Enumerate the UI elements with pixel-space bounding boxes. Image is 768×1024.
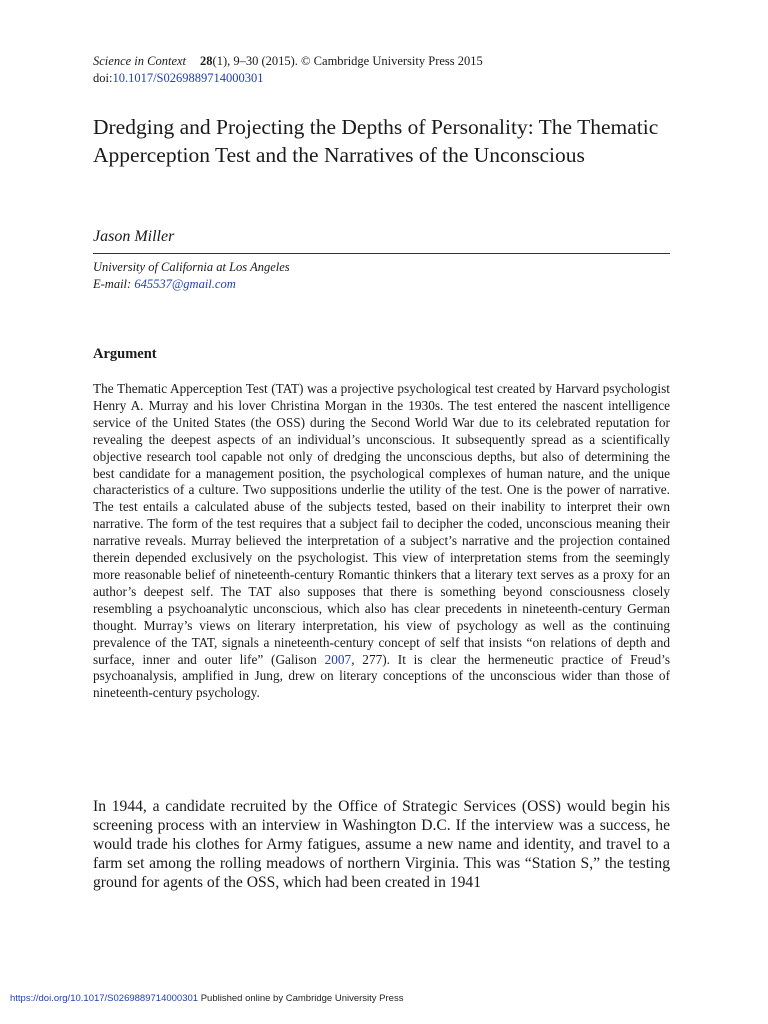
journal-header xyxy=(93,53,483,69)
doi-link[interactable]: 10.1017/S0269889714000301 xyxy=(112,71,264,85)
journal-name: Science in Context xyxy=(93,54,187,68)
footer-doi-link[interactable]: https://doi.org/10.1017/S0269889714000301 xyxy=(10,993,199,1004)
body-paragraph: In 1944, a candidate recruited by the Office of Strategic Services (OSS) would begin his screening process with an interview in Washington D.C. If the interview was a success, he would trade his clothes for Army fatigues, assume a new name and identity, and travel to a farm set among the rolling meadows of northern Virginia. This was “Station S,” the testing ground for agents of the OSS, which had been created in 1941 xyxy=(93,798,670,892)
doi-prefix: doi: xyxy=(93,71,113,85)
doi-line xyxy=(93,70,264,86)
article-title: Dredging and Projecting the Depths of Personality: The Thematic Apperception Test and the Narratives of the Unconscious xyxy=(93,115,659,167)
author-divider xyxy=(93,253,670,254)
citation-link[interactable]: 2007 xyxy=(324,651,352,667)
affiliation: University of California at Los Angeles xyxy=(93,260,290,274)
argument-heading: Argument xyxy=(93,346,157,362)
argument-text-part2: , 277). It is clear the hermeneutic practice of Freud’s psychoanalysis, amplified in Jung, drew on literary conceptions of the unconscious wider than those of nineteenth-century psychology. xyxy=(93,651,670,701)
argument-text xyxy=(93,381,670,702)
email-line xyxy=(93,276,290,293)
author-name: Jason Miller xyxy=(93,228,175,245)
affiliation-block xyxy=(93,259,290,292)
journal-volume: 28 xyxy=(200,54,213,68)
argument-text-part1: The Thematic Apperception Test (TAT) was a projective psychological test created by Harvard psychologist Henry A. Murray and his lover Christina Morgan in the 1930s. The test entered the nascent intelligence service of the United States (the OSS) during the Second World War due to its celebrated reputation for revealing the deepest aspects of an individual’s unconscious. It subsequently spread as a scientifically objective research tool capable not only of dredging the unconscious depths, but also of determining the best candidate for a management position, the psychological complexes of human nature, and the unique characteristics of a culture. Two suppositions underlie the utility of the test. One is the power of narrative. The test entails a calculated abuse of the subjects tested, based on their inability to interpret their own narrative. The form of the test requires that a subject fail to decipher the coded, unconscious meaning their narrative reveals. Murray believed the interpretation of a subject’s narrative and the projection contained therein depended exclusively on the psychologist. This view of interpretation stems from the seemingly more reasonable belief of nineteenth-century Romantic thinkers that a literary text serves as a proxy for an author’s deepest self. The TAT also supposes that there is something beyond consciousness closely resembling a psychoanalytic unconscious, which also has clear precedents in nineteenth-century German thought. Murray’s views on literary interpretation, his view of psychology as well as the continuing prevalence of the TAT, signals a nineteenth-century concept of self that insists “on relations of depth and surface, inner and outer life” (Galison xyxy=(93,381,670,667)
footer-published: Published online by Cambridge University Press xyxy=(200,993,404,1004)
email-label: E-mail: xyxy=(93,276,132,291)
journal-issue-pages: (1), 9–30 (2015). © Cambridge University Press 2015 xyxy=(212,54,483,68)
email-link[interactable]: 645537@gmail.com xyxy=(134,276,236,291)
page-footer xyxy=(10,993,403,1004)
